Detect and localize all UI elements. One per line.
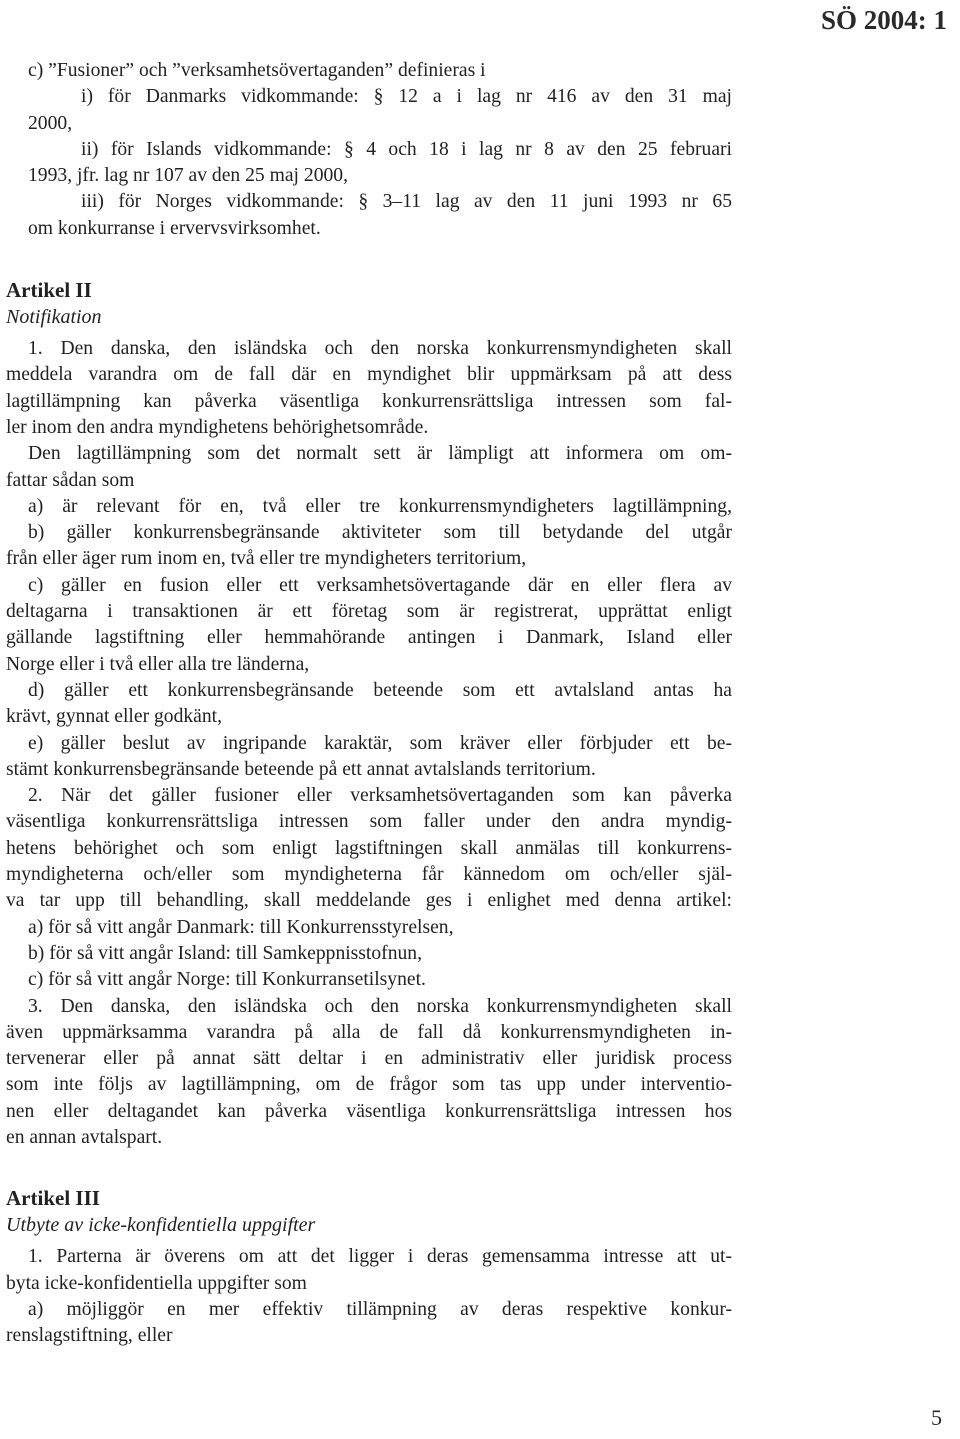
- text-line: 1993, jfr. lag nr 107 av den 25 maj 2000,: [28, 165, 348, 187]
- text-line: iii) för Norges vidkommande: § 3–11 lag av den 11 juni 1993 nr 65: [81, 191, 732, 213]
- article-2-title: Artikel II: [6, 278, 92, 303]
- text-line: b) för så vitt angår Island: till Samkeppnisstofnun,: [28, 942, 422, 964]
- text-line: c) ”Fusioner” och ”verksamhetsövertaganden” definieras i: [28, 60, 486, 81]
- text-line: i) för Danmarks vidkommande: § 12 a i lag nr 416 av den 31 maj: [81, 86, 732, 108]
- text-line: a) möjliggör en mer effektiv tillämpning av deras respektive konkur-: [28, 1298, 732, 1320]
- document-body: [6, 58, 732, 1349]
- text-line: stämt konkurrensbegränsande beteende på ett annat avtalslands territorium.: [6, 758, 596, 780]
- text-line: b) gäller konkurrensbegränsande aktiviteter som till betydande del utgår: [28, 522, 732, 544]
- text-line: 3. Den danska, den isländska och den norska konkurrensmyndigheten skall: [28, 995, 732, 1017]
- article-3-title: Artikel III: [6, 1186, 100, 1211]
- text-line: krävt, gynnat eller godkänt,: [6, 706, 223, 728]
- text-line: 1. Den danska, den isländska och den norska konkurrensmyndigheten skall: [28, 338, 732, 360]
- article-3-body: [6, 1244, 732, 1349]
- intro-definitions: [6, 58, 732, 242]
- text-line: Norge eller i två eller alla tre länderna,: [6, 653, 310, 675]
- text-line: c) gäller en fusion eller ett verksamhetsövertagande där en eller flera av: [28, 574, 732, 596]
- text-line: va tar upp till behandling, skall meddelande ges i enlighet med denna artikel:: [6, 890, 732, 912]
- text-line: deltagarna i transaktionen är ett företag som är registrerat, upprättat enligt: [6, 601, 732, 623]
- article-3-subtitle: Utbyte av icke-konfidentiella uppgifter: [6, 1214, 316, 1237]
- text-line: ler inom den andra myndighetens behörighetsområde.: [6, 416, 429, 438]
- text-line: från eller äger rum inom en, två eller tre myndigheters territorium,: [6, 548, 527, 570]
- text-line: nen eller deltagandet kan påverka väsentliga konkurrensrättsliga intressen hos: [6, 1100, 732, 1122]
- text-line: ii) för Islands vidkommande: § 4 och 18 i lag nr 8 av den 25 februari: [81, 138, 732, 160]
- text-line: 2000,: [28, 112, 73, 134]
- text-line: väsentliga konkurrensrättsliga intressen som faller under den andra myndig-: [6, 811, 732, 833]
- text-line: renslagstiftning, eller: [6, 1325, 173, 1347]
- article-2-subtitle: Notifikation: [6, 306, 102, 329]
- text-line: som inte följs av lagtillämpning, om de frågor som tas upp under interventio-: [6, 1074, 732, 1096]
- text-line: tervenerar eller på annat sätt deltar i en administrativ eller juridisk process: [6, 1048, 732, 1070]
- text-line: fattar sådan som: [6, 469, 135, 491]
- text-line: även uppmärksamma varandra på alla de fall då konkurrensmyndigheten in-: [6, 1021, 732, 1043]
- text-line: c) för så vitt angår Norge: till Konkurransetilsynet.: [28, 969, 426, 991]
- text-line: myndigheterna och/eller som myndigheterna får kännedom om och/eller själ-: [6, 864, 732, 886]
- article-3: [6, 1184, 732, 1349]
- text-line: meddela varandra om de fall där en myndighet blir uppmärksam på att dess: [6, 364, 732, 386]
- text-line: byta icke-konfidentiella uppgifter som: [6, 1272, 307, 1294]
- text-line: en annan avtalspart.: [6, 1126, 163, 1148]
- text-line: gällande lagstiftning eller hemmahörande antingen i Danmark, Island eller: [6, 627, 732, 649]
- text-line: lagtillämpning kan påverka väsentliga konkurrensrättsliga intressen som fal-: [6, 390, 732, 412]
- document-code: SÖ 2004: 1: [820, 5, 947, 35]
- article-2-body: [6, 336, 732, 1151]
- text-line: e) gäller beslut av ingripande karaktär, som kräver eller förbjuder ett be-: [28, 732, 732, 754]
- text-line: a) är relevant för en, två eller tre konkurrensmyndigheters lagtillämpning,: [28, 495, 732, 517]
- page-number: 5: [931, 1405, 942, 1430]
- text-line: 2. När det gäller fusioner eller verksamhetsövertaganden som kan påverka: [28, 785, 732, 807]
- text-line: d) gäller ett konkurrensbegränsande beteende som ett avtalsland antas ha: [28, 679, 732, 701]
- article-2: [6, 276, 732, 1151]
- text-line: om konkurranse i ervervsvirksomhet.: [28, 217, 321, 239]
- text-line: a) för så vitt angår Danmark: till Konkurrensstyrelsen,: [28, 916, 454, 938]
- text-line: hetens behörighet och som enligt lagstiftningen skall anmälas till konkurrens-: [6, 837, 732, 859]
- text-line: Den lagtillämpning som det normalt sett är lämpligt att informera om om-: [28, 443, 732, 465]
- text-line: 1. Parterna är överens om att det ligger i deras gemensamma intresse att ut-: [28, 1246, 732, 1268]
